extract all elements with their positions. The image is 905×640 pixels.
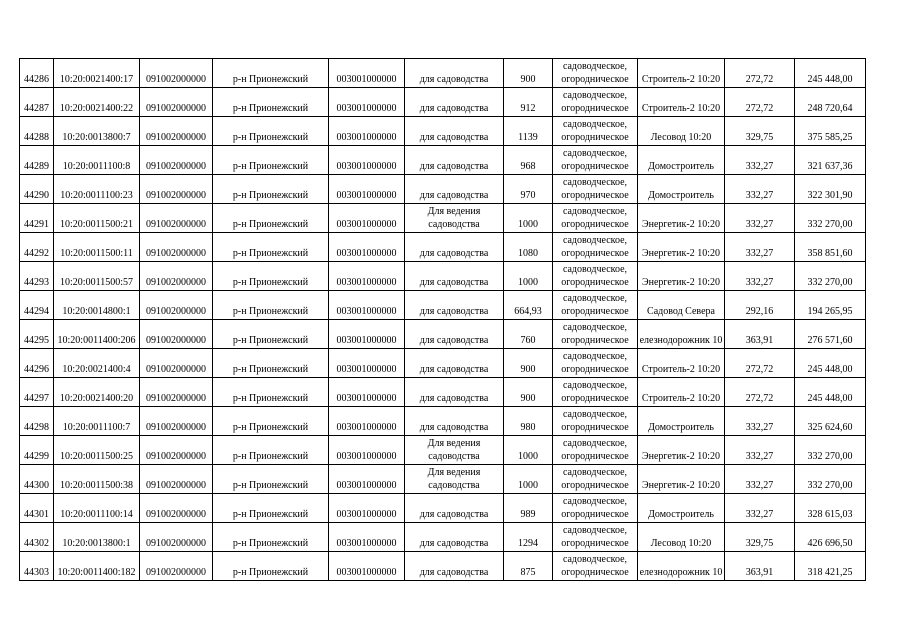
okato-code-cell: 091002000000 bbox=[140, 320, 213, 349]
cadastral-number-cell: 10:20:0014800:1 bbox=[54, 291, 140, 320]
area-cell: 1294 bbox=[504, 523, 553, 552]
table-row bbox=[20, 233, 866, 262]
permitted-use-line: для садоводства bbox=[419, 538, 489, 549]
oktmo-code-cell: 003001000000 bbox=[329, 204, 405, 233]
land-category-cell bbox=[553, 494, 638, 523]
oktmo-code-cell: 003001000000 bbox=[329, 117, 405, 146]
cadastral-number-cell: 10:20:0013800:7 bbox=[54, 117, 140, 146]
land-category-line: огородническое bbox=[561, 306, 629, 317]
table-row bbox=[20, 552, 866, 581]
permitted-use-cell bbox=[405, 378, 504, 407]
land-category-cell bbox=[553, 465, 638, 494]
area-cell: 968 bbox=[504, 146, 553, 175]
table-row bbox=[20, 494, 866, 523]
register-body bbox=[20, 59, 866, 581]
partnership-cell: Домостроитель bbox=[638, 146, 725, 175]
oktmo-code-cell: 003001000000 bbox=[329, 465, 405, 494]
land-category-line: садоводческое, bbox=[562, 206, 628, 217]
record-number-cell: 44298 bbox=[20, 407, 54, 436]
permitted-use-cell bbox=[405, 349, 504, 378]
land-category-line: огородническое bbox=[561, 480, 629, 491]
table-row bbox=[20, 117, 866, 146]
land-category-line: садоводческое, bbox=[562, 322, 628, 333]
table-row bbox=[20, 436, 866, 465]
okato-code-cell: 091002000000 bbox=[140, 175, 213, 204]
district-cell: р-н Прионежский bbox=[213, 349, 329, 378]
area-cell: 760 bbox=[504, 320, 553, 349]
table-row bbox=[20, 378, 866, 407]
partnership-cell: Энергетик-2 10:20 bbox=[638, 233, 725, 262]
cadastral-number-cell: 10:20:0011100:23 bbox=[54, 175, 140, 204]
permitted-use-cell bbox=[405, 175, 504, 204]
district-cell: р-н Прионежский bbox=[213, 117, 329, 146]
permitted-use-line: садоводства bbox=[428, 219, 480, 230]
land-category-line: садоводческое, bbox=[562, 525, 628, 536]
cadastral-number-cell: 10:20:0011100:7 bbox=[54, 407, 140, 436]
record-number-cell: 44287 bbox=[20, 88, 54, 117]
cadastral-number-cell: 10:20:0013800:1 bbox=[54, 523, 140, 552]
permitted-use-cell bbox=[405, 523, 504, 552]
permitted-use-line: для садоводства bbox=[419, 567, 489, 578]
permitted-use-line: для садоводства bbox=[419, 306, 489, 317]
cadastral-value-cell: 248 720,64 bbox=[795, 88, 866, 117]
cadastral-number-cell: 10:20:0021400:4 bbox=[54, 349, 140, 378]
permitted-use-cell bbox=[405, 117, 504, 146]
land-category-line: огородническое bbox=[561, 509, 629, 520]
area-cell: 1000 bbox=[504, 465, 553, 494]
land-category-cell bbox=[553, 117, 638, 146]
land-category-line: садоводческое, bbox=[562, 264, 628, 275]
area-cell: 970 bbox=[504, 175, 553, 204]
permitted-use-line: Для ведения bbox=[427, 206, 481, 217]
permitted-use-line: для садоводства bbox=[419, 364, 489, 375]
permitted-use-line: для садоводства bbox=[419, 161, 489, 172]
cadastral-number-cell: 10:20:0011500:38 bbox=[54, 465, 140, 494]
cadastral-number-cell: 10:20:0021400:20 bbox=[54, 378, 140, 407]
specific-value-cell: 292,16 bbox=[725, 291, 795, 320]
district-cell: р-н Прионежский bbox=[213, 291, 329, 320]
partnership-cell: Энергетик-2 10:20 bbox=[638, 436, 725, 465]
area-cell: 1000 bbox=[504, 436, 553, 465]
land-category-line: огородническое bbox=[561, 393, 629, 404]
cadastral-number-cell: 10:20:0011500:11 bbox=[54, 233, 140, 262]
land-category-line: огородническое bbox=[561, 190, 629, 201]
cadastral-value-cell: 332 270,00 bbox=[795, 262, 866, 291]
record-number-cell: 44293 bbox=[20, 262, 54, 291]
district-cell: р-н Прионежский bbox=[213, 465, 329, 494]
specific-value-cell: 332,27 bbox=[725, 262, 795, 291]
land-category-line: садоводческое, bbox=[562, 554, 628, 565]
permitted-use-cell bbox=[405, 494, 504, 523]
okato-code-cell: 091002000000 bbox=[140, 465, 213, 494]
table-row bbox=[20, 175, 866, 204]
area-cell: 900 bbox=[504, 59, 553, 88]
oktmo-code-cell: 003001000000 bbox=[329, 233, 405, 262]
partnership-cell: Лесовод 10:20 bbox=[638, 117, 725, 146]
record-number-cell: 44286 bbox=[20, 59, 54, 88]
record-number-cell: 44295 bbox=[20, 320, 54, 349]
cadastral-value-cell: 375 585,25 bbox=[795, 117, 866, 146]
land-category-line: огородническое bbox=[561, 103, 629, 114]
land-category-line: огородническое bbox=[561, 422, 629, 433]
permitted-use-line: для садоводства bbox=[419, 393, 489, 404]
cadastral-number-cell: 10:20:0021400:22 bbox=[54, 88, 140, 117]
land-category-line: садоводческое, bbox=[562, 380, 628, 391]
land-category-line: садоводческое, bbox=[562, 177, 628, 188]
land-category-line: садоводческое, bbox=[562, 496, 628, 507]
cadastral-value-cell: 321 637,36 bbox=[795, 146, 866, 175]
land-category-line: садоводческое, bbox=[562, 438, 628, 449]
specific-value-cell: 332,27 bbox=[725, 465, 795, 494]
partnership-cell: Домостроитель bbox=[638, 175, 725, 204]
land-category-cell bbox=[553, 407, 638, 436]
district-cell: р-н Прионежский bbox=[213, 262, 329, 291]
district-cell: р-н Прионежский bbox=[213, 436, 329, 465]
land-category-line: огородническое bbox=[561, 335, 629, 346]
oktmo-code-cell: 003001000000 bbox=[329, 175, 405, 204]
document-sheet bbox=[19, 58, 866, 581]
district-cell: р-н Прионежский bbox=[213, 59, 329, 88]
okato-code-cell: 091002000000 bbox=[140, 378, 213, 407]
land-category-cell bbox=[553, 552, 638, 581]
table-row bbox=[20, 465, 866, 494]
oktmo-code-cell: 003001000000 bbox=[329, 552, 405, 581]
permitted-use-cell bbox=[405, 88, 504, 117]
record-number-cell: 44300 bbox=[20, 465, 54, 494]
cadastral-number-cell: 10:20:0011500:21 bbox=[54, 204, 140, 233]
permitted-use-cell bbox=[405, 552, 504, 581]
land-category-cell bbox=[553, 204, 638, 233]
okato-code-cell: 091002000000 bbox=[140, 233, 213, 262]
oktmo-code-cell: 003001000000 bbox=[329, 378, 405, 407]
cadastral-number-cell: 10:20:0011400:182 bbox=[54, 552, 140, 581]
partnership-cell: Строитель-2 10:20 bbox=[638, 88, 725, 117]
land-category-cell bbox=[553, 291, 638, 320]
cadastral-value-cell: 276 571,60 bbox=[795, 320, 866, 349]
specific-value-cell: 272,72 bbox=[725, 349, 795, 378]
area-cell: 875 bbox=[504, 552, 553, 581]
okato-code-cell: 091002000000 bbox=[140, 523, 213, 552]
record-number-cell: 44302 bbox=[20, 523, 54, 552]
area-cell: 912 bbox=[504, 88, 553, 117]
okato-code-cell: 091002000000 bbox=[140, 349, 213, 378]
record-number-cell: 44292 bbox=[20, 233, 54, 262]
table-row bbox=[20, 88, 866, 117]
cadastral-value-cell: 426 696,50 bbox=[795, 523, 866, 552]
table-row bbox=[20, 204, 866, 233]
land-category-cell bbox=[553, 88, 638, 117]
land-category-line: садоводческое, bbox=[562, 293, 628, 304]
land-category-line: огородническое bbox=[561, 219, 629, 230]
land-category-cell bbox=[553, 378, 638, 407]
permitted-use-line: для садоводства bbox=[419, 335, 489, 346]
land-category-line: огородническое bbox=[561, 132, 629, 143]
permitted-use-cell bbox=[405, 233, 504, 262]
land-category-cell bbox=[553, 349, 638, 378]
record-number-cell: 44288 bbox=[20, 117, 54, 146]
district-cell: р-н Прионежский bbox=[213, 233, 329, 262]
permitted-use-line: для садоводства bbox=[419, 132, 489, 143]
specific-value-cell: 332,27 bbox=[725, 436, 795, 465]
cadastral-value-cell: 332 270,00 bbox=[795, 204, 866, 233]
partnership-cell: Лесовод 10:20 bbox=[638, 523, 725, 552]
land-category-line: садоводческое, bbox=[562, 61, 628, 72]
land-category-cell bbox=[553, 523, 638, 552]
cadastral-value-cell: 328 615,03 bbox=[795, 494, 866, 523]
area-cell: 989 bbox=[504, 494, 553, 523]
permitted-use-line: для садоводства bbox=[419, 74, 489, 85]
table-row bbox=[20, 320, 866, 349]
partnership-cell: Строитель-2 10:20 bbox=[638, 59, 725, 88]
land-category-cell bbox=[553, 233, 638, 262]
district-cell: р-н Прионежский bbox=[213, 407, 329, 436]
area-cell: 900 bbox=[504, 378, 553, 407]
district-cell: р-н Прионежский bbox=[213, 204, 329, 233]
district-cell: р-н Прионежский bbox=[213, 175, 329, 204]
oktmo-code-cell: 003001000000 bbox=[329, 291, 405, 320]
table-row bbox=[20, 523, 866, 552]
partnership-cell: елезнодорожник 10 bbox=[638, 552, 725, 581]
cadastral-number-cell: 10:20:0021400:17 bbox=[54, 59, 140, 88]
specific-value-cell: 332,27 bbox=[725, 204, 795, 233]
permitted-use-cell bbox=[405, 204, 504, 233]
oktmo-code-cell: 003001000000 bbox=[329, 407, 405, 436]
permitted-use-cell bbox=[405, 436, 504, 465]
record-number-cell: 44294 bbox=[20, 291, 54, 320]
land-category-line: огородническое bbox=[561, 538, 629, 549]
oktmo-code-cell: 003001000000 bbox=[329, 59, 405, 88]
partnership-cell: Энергетик-2 10:20 bbox=[638, 262, 725, 291]
land-category-cell bbox=[553, 146, 638, 175]
partnership-cell: Строитель-2 10:20 bbox=[638, 378, 725, 407]
area-cell: 664,93 bbox=[504, 291, 553, 320]
permitted-use-line: для садоводства bbox=[419, 103, 489, 114]
partnership-cell: Строитель-2 10:20 bbox=[638, 349, 725, 378]
cadastral-number-cell: 10:20:0011100:14 bbox=[54, 494, 140, 523]
cadastral-number-cell: 10:20:0011400:206 bbox=[54, 320, 140, 349]
district-cell: р-н Прионежский bbox=[213, 88, 329, 117]
okato-code-cell: 091002000000 bbox=[140, 291, 213, 320]
record-number-cell: 44299 bbox=[20, 436, 54, 465]
permitted-use-line: для садоводства bbox=[419, 509, 489, 520]
land-category-line: садоводческое, bbox=[562, 351, 628, 362]
oktmo-code-cell: 003001000000 bbox=[329, 523, 405, 552]
district-cell: р-н Прионежский bbox=[213, 523, 329, 552]
district-cell: р-н Прионежский bbox=[213, 552, 329, 581]
land-category-cell bbox=[553, 175, 638, 204]
record-number-cell: 44297 bbox=[20, 378, 54, 407]
okato-code-cell: 091002000000 bbox=[140, 494, 213, 523]
permitted-use-cell bbox=[405, 320, 504, 349]
land-category-line: огородническое bbox=[561, 277, 629, 288]
permitted-use-line: для садоводства bbox=[419, 190, 489, 201]
permitted-use-line: садоводства bbox=[428, 451, 480, 462]
cadastral-number-cell: 10:20:0011100:8 bbox=[54, 146, 140, 175]
land-category-line: огородническое bbox=[561, 248, 629, 259]
land-category-line: садоводческое, bbox=[562, 119, 628, 130]
table-row bbox=[20, 349, 866, 378]
cadastral-value-cell: 332 270,00 bbox=[795, 436, 866, 465]
permitted-use-cell bbox=[405, 262, 504, 291]
land-category-line: садоводческое, bbox=[562, 409, 628, 420]
oktmo-code-cell: 003001000000 bbox=[329, 146, 405, 175]
district-cell: р-н Прионежский bbox=[213, 494, 329, 523]
land-category-line: огородническое bbox=[561, 161, 629, 172]
okato-code-cell: 091002000000 bbox=[140, 552, 213, 581]
land-category-cell bbox=[553, 262, 638, 291]
partnership-cell: Домостроитель bbox=[638, 407, 725, 436]
permitted-use-cell bbox=[405, 465, 504, 494]
okato-code-cell: 091002000000 bbox=[140, 146, 213, 175]
permitted-use-line: для садоводства bbox=[419, 277, 489, 288]
record-number-cell: 44289 bbox=[20, 146, 54, 175]
cadastral-value-cell: 245 448,00 bbox=[795, 59, 866, 88]
oktmo-code-cell: 003001000000 bbox=[329, 436, 405, 465]
partnership-cell: Энергетик-2 10:20 bbox=[638, 204, 725, 233]
cadastral-value-cell: 358 851,60 bbox=[795, 233, 866, 262]
permitted-use-line: садоводства bbox=[428, 480, 480, 491]
oktmo-code-cell: 003001000000 bbox=[329, 88, 405, 117]
land-category-line: огородническое bbox=[561, 567, 629, 578]
permitted-use-line: для садоводства bbox=[419, 248, 489, 259]
okato-code-cell: 091002000000 bbox=[140, 407, 213, 436]
cadastral-value-cell: 325 624,60 bbox=[795, 407, 866, 436]
specific-value-cell: 363,91 bbox=[725, 552, 795, 581]
oktmo-code-cell: 003001000000 bbox=[329, 349, 405, 378]
record-number-cell: 44296 bbox=[20, 349, 54, 378]
table-row bbox=[20, 59, 866, 88]
cadastral-number-cell: 10:20:0011500:57 bbox=[54, 262, 140, 291]
specific-value-cell: 332,27 bbox=[725, 146, 795, 175]
land-category-cell bbox=[553, 320, 638, 349]
specific-value-cell: 272,72 bbox=[725, 59, 795, 88]
record-number-cell: 44301 bbox=[20, 494, 54, 523]
cadastral-value-cell: 332 270,00 bbox=[795, 465, 866, 494]
permitted-use-cell bbox=[405, 291, 504, 320]
specific-value-cell: 272,72 bbox=[725, 88, 795, 117]
land-category-line: огородническое bbox=[561, 74, 629, 85]
specific-value-cell: 363,91 bbox=[725, 320, 795, 349]
table-row bbox=[20, 291, 866, 320]
permitted-use-line: Для ведения bbox=[427, 438, 481, 449]
area-cell: 1080 bbox=[504, 233, 553, 262]
district-cell: р-н Прионежский bbox=[213, 378, 329, 407]
land-category-line: садоводческое, bbox=[562, 90, 628, 101]
specific-value-cell: 332,27 bbox=[725, 175, 795, 204]
specific-value-cell: 272,72 bbox=[725, 378, 795, 407]
permitted-use-cell bbox=[405, 59, 504, 88]
permitted-use-cell bbox=[405, 146, 504, 175]
area-cell: 900 bbox=[504, 349, 553, 378]
okato-code-cell: 091002000000 bbox=[140, 436, 213, 465]
cadastral-value-cell: 245 448,00 bbox=[795, 349, 866, 378]
cadastral-value-cell: 318 421,25 bbox=[795, 552, 866, 581]
partnership-cell: Энергетик-2 10:20 bbox=[638, 465, 725, 494]
permitted-use-cell bbox=[405, 407, 504, 436]
specific-value-cell: 332,27 bbox=[725, 233, 795, 262]
okato-code-cell: 091002000000 bbox=[140, 204, 213, 233]
cadastral-value-cell: 322 301,90 bbox=[795, 175, 866, 204]
specific-value-cell: 332,27 bbox=[725, 407, 795, 436]
record-number-cell: 44290 bbox=[20, 175, 54, 204]
table-row bbox=[20, 146, 866, 175]
partnership-cell: елезнодорожник 10 bbox=[638, 320, 725, 349]
specific-value-cell: 329,75 bbox=[725, 117, 795, 146]
area-cell: 1000 bbox=[504, 204, 553, 233]
district-cell: р-н Прионежский bbox=[213, 320, 329, 349]
specific-value-cell: 329,75 bbox=[725, 523, 795, 552]
land-category-line: садоводческое, bbox=[562, 235, 628, 246]
area-cell: 1000 bbox=[504, 262, 553, 291]
cadastral-value-cell: 245 448,00 bbox=[795, 378, 866, 407]
cadastral-value-cell: 194 265,95 bbox=[795, 291, 866, 320]
okato-code-cell: 091002000000 bbox=[140, 59, 213, 88]
land-register-table bbox=[19, 58, 866, 581]
okato-code-cell: 091002000000 bbox=[140, 117, 213, 146]
land-category-line: садоводческое, bbox=[562, 148, 628, 159]
partnership-cell: Домостроитель bbox=[638, 494, 725, 523]
area-cell: 1139 bbox=[504, 117, 553, 146]
table-row bbox=[20, 407, 866, 436]
land-category-line: огородническое bbox=[561, 364, 629, 375]
oktmo-code-cell: 003001000000 bbox=[329, 262, 405, 291]
oktmo-code-cell: 003001000000 bbox=[329, 320, 405, 349]
record-number-cell: 44303 bbox=[20, 552, 54, 581]
record-number-cell: 44291 bbox=[20, 204, 54, 233]
land-category-cell bbox=[553, 436, 638, 465]
oktmo-code-cell: 003001000000 bbox=[329, 494, 405, 523]
district-cell: р-н Прионежский bbox=[213, 146, 329, 175]
land-category-line: огородническое bbox=[561, 451, 629, 462]
specific-value-cell: 332,27 bbox=[725, 494, 795, 523]
permitted-use-line: для садоводства bbox=[419, 422, 489, 433]
okato-code-cell: 091002000000 bbox=[140, 88, 213, 117]
land-category-cell bbox=[553, 59, 638, 88]
permitted-use-line: Для ведения bbox=[427, 467, 481, 478]
partnership-cell: Садовод Севера bbox=[638, 291, 725, 320]
table-row bbox=[20, 262, 866, 291]
okato-code-cell: 091002000000 bbox=[140, 262, 213, 291]
land-category-line: садоводческое, bbox=[562, 467, 628, 478]
cadastral-number-cell: 10:20:0011500:25 bbox=[54, 436, 140, 465]
area-cell: 980 bbox=[504, 407, 553, 436]
